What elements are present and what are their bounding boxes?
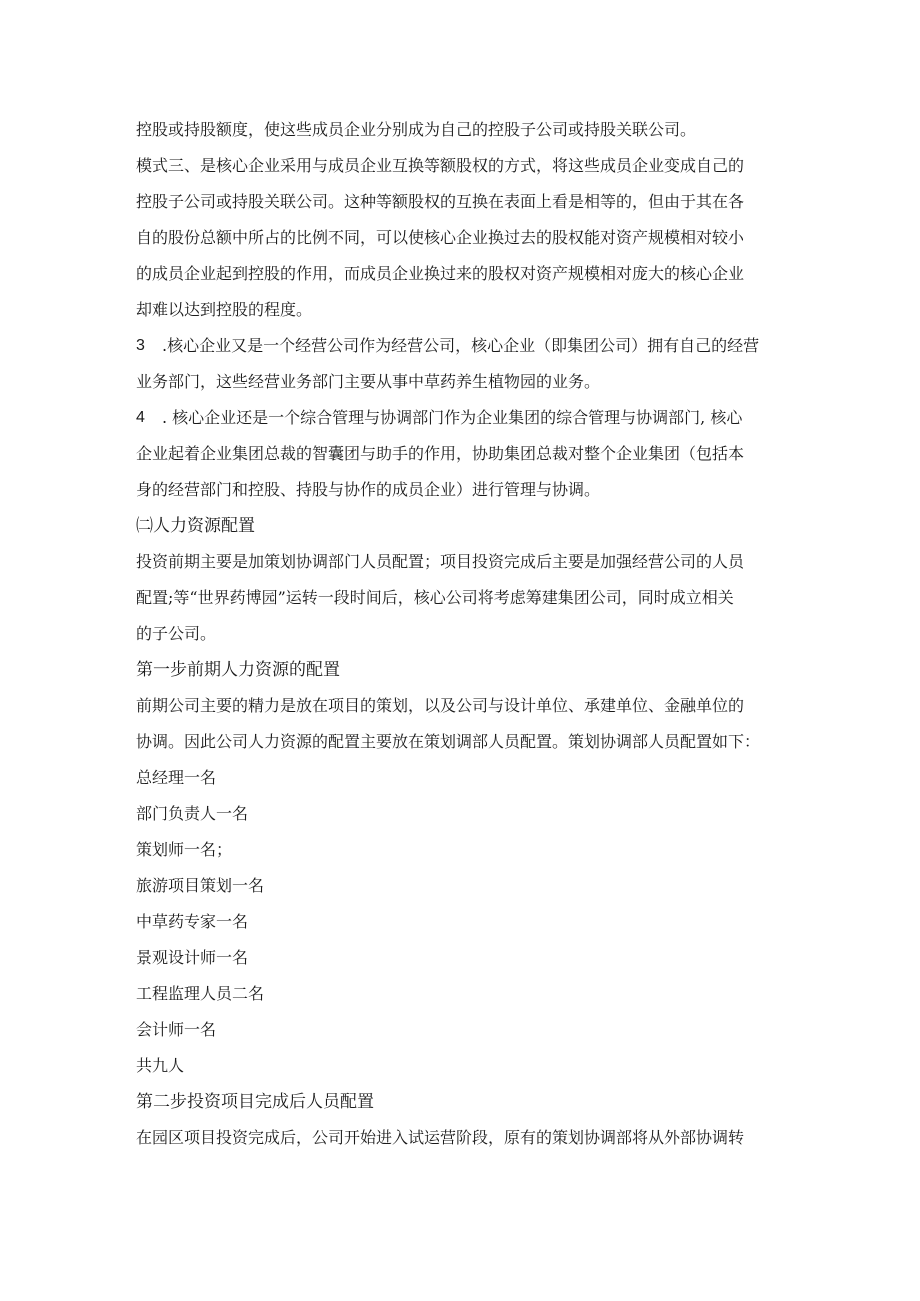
list-number: 3 bbox=[136, 337, 145, 354]
list-item-text: .核心企业又是一个经营公司作为经营公司，核心企业（即集团公司）拥有自己的经营 bbox=[162, 336, 760, 355]
staff-list-item: 部门负责人一名 bbox=[136, 804, 249, 823]
step-heading: 第二步投资项目完成后人员配置 bbox=[136, 1092, 374, 1112]
staff-list-item: 景观设计师一名 bbox=[136, 948, 249, 967]
list-item-3 bbox=[136, 328, 796, 364]
text-line: 却难以达到控股的程度。 bbox=[136, 300, 313, 319]
section-heading: ㈡人力资源配置 bbox=[136, 516, 255, 536]
staff-list-item: 中草药专家一名 bbox=[136, 912, 249, 931]
text-line: 自的股份总额中所占的比例不同，可以使核心企业换过去的股权能对资产规模相对较小 bbox=[136, 228, 745, 247]
staff-list-item: 旅游项目策划一名 bbox=[136, 876, 265, 895]
text-line: 控股子公司或持股关联公司。这种等额股权的互换在表面上看是相等的，但由于其在各 bbox=[136, 192, 745, 211]
text-line: 的成员企业起到控股的作用，而成员企业换过来的股权对资产规模相对庞大的核心企业 bbox=[136, 264, 745, 283]
text-line: 协调。因此公司人力资源的配置主要放在策划调部人员配置。策划协调部人员配置如下： bbox=[136, 732, 761, 751]
list-item-text: . 核心企业还是一个综合管理与协调部门作为企业集团的综合管理与协调部门, 核心 bbox=[162, 408, 743, 427]
text-line: 控股或持股额度，使这些成员企业分别成为自己的控股子公司或持股关联公司。 bbox=[136, 120, 697, 139]
document-body bbox=[136, 112, 796, 1156]
text-line: 模式三、是核心企业采用与成员企业互换等额股权的方式，将这些成员企业变成自己的 bbox=[136, 156, 745, 175]
staff-list-item: 策划师一名； bbox=[136, 840, 233, 859]
text-line: 投资前期主要是加策划协调部门人员配置；项目投资完成后主要是加强经营公司的人员 bbox=[136, 552, 745, 571]
text-line: 身的经营部门和控股、持股与协作的成员企业）进行管理与协调。 bbox=[136, 480, 601, 499]
text-line: 前期公司主要的精力是放在项目的策划，以及公司与设计单位、承建单位、金融单位的 bbox=[136, 696, 745, 715]
staff-list-item: 会计师一名 bbox=[136, 1020, 217, 1039]
text-line: 配置;等“世界药博园”运转一段时间后，核心公司将考虑筹建集团公司，同时成立相关 bbox=[136, 588, 734, 607]
text-line: 业务部门，这些经营业务部门主要从事中草药养生植物园的业务。 bbox=[136, 372, 601, 391]
step-heading: 第一步前期人力资源的配置 bbox=[136, 660, 340, 680]
staff-list-item: 总经理一名 bbox=[136, 768, 217, 787]
text-line: 企业起着企业集团总裁的智囊团与助手的作用，协助集团总裁对整个企业集团（包括本 bbox=[136, 444, 745, 463]
list-number: 4 bbox=[136, 409, 145, 426]
staff-total: 共九人 bbox=[136, 1056, 185, 1075]
text-line: 的子公司。 bbox=[136, 624, 217, 643]
list-item-4 bbox=[136, 400, 796, 436]
text-line: 在园区项目投资完成后，公司开始进入试运营阶段，原有的策划协调部将从外部协调转 bbox=[136, 1128, 745, 1147]
staff-list-item: 工程监理人员二名 bbox=[136, 984, 265, 1003]
